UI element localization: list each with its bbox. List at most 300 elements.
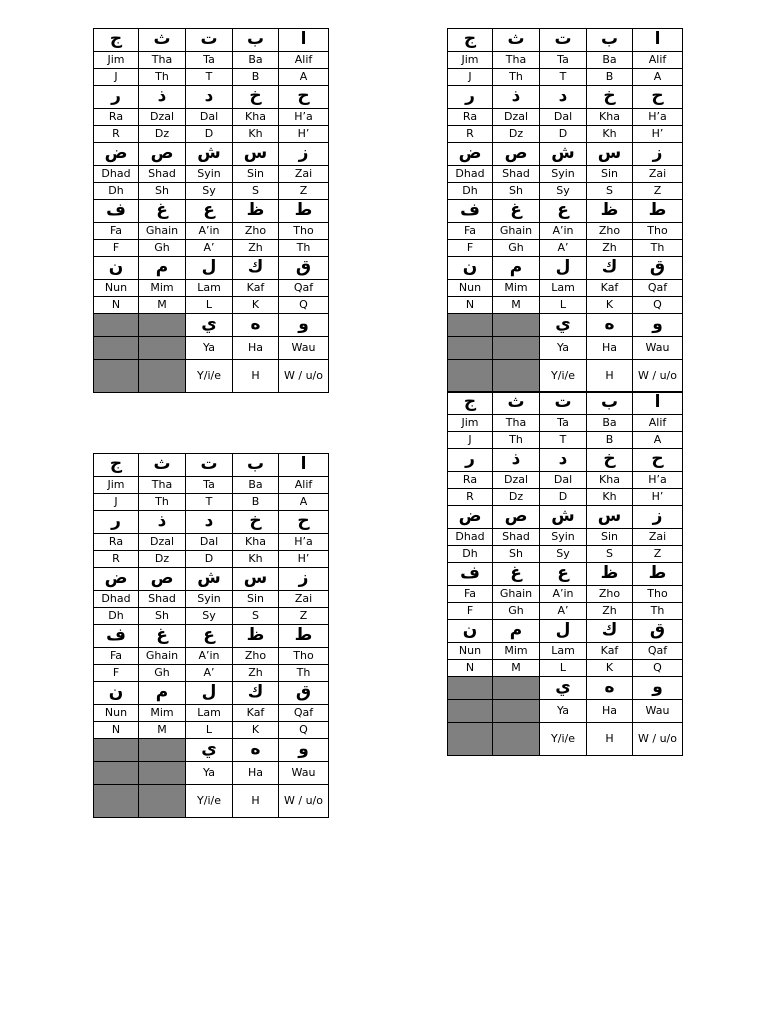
transliteration-cell: R: [448, 489, 493, 506]
arabic-letter-cell: ي: [540, 314, 587, 337]
chart-row-nm: [94, 762, 329, 785]
arabic-letter-cell: س: [587, 506, 633, 529]
transliteration-cell: Z: [279, 183, 329, 200]
letter-name-cell: Alif: [633, 415, 683, 432]
arabic-letter-cell: ل: [186, 682, 233, 705]
transliteration-cell: L: [186, 297, 233, 314]
transliteration-cell: R: [94, 551, 139, 568]
letter-name-cell: Kaf: [587, 643, 633, 660]
letter-name-cell: Ghain: [493, 223, 540, 240]
blank-cell: [94, 314, 139, 337]
transliteration-cell: Th: [139, 69, 186, 86]
transliteration-cell: R: [94, 126, 139, 143]
chart-row-nm: [94, 223, 329, 240]
arabic-letter-cell: ق: [633, 620, 683, 643]
letter-name-cell: Tho: [633, 586, 683, 603]
chart-row-tr: [94, 785, 329, 818]
transliteration-cell: Gh: [139, 240, 186, 257]
chart-row-tr: [94, 183, 329, 200]
transliteration-cell: S: [233, 608, 279, 625]
blank-cell: [493, 723, 540, 756]
alphabet-chart-bottom-right: [447, 391, 683, 756]
arabic-letter-cell: ظ: [587, 563, 633, 586]
chart-row-nm: [94, 477, 329, 494]
transliteration-cell: M: [493, 660, 540, 677]
transliteration-cell: W / u/o: [279, 785, 329, 818]
arabic-letter-cell: ن: [448, 257, 493, 280]
letter-name-cell: Tho: [279, 223, 329, 240]
transliteration-cell: A’: [540, 240, 587, 257]
letter-name-cell: Fa: [94, 223, 139, 240]
arabic-letter-cell: ه: [233, 314, 279, 337]
arabic-letter-cell: خ: [587, 449, 633, 472]
transliteration-cell: Zh: [587, 603, 633, 620]
chart-row-ar: [94, 143, 329, 166]
transliteration-cell: H: [587, 360, 633, 393]
arabic-letter-cell: ت: [540, 29, 587, 52]
chart-row-tr: [448, 297, 683, 314]
blank-cell: [448, 723, 493, 756]
arabic-letter-cell: ب: [587, 392, 633, 415]
chart-row-tr: [448, 489, 683, 506]
chart-row-ar: [448, 200, 683, 223]
transliteration-cell: Z: [279, 608, 329, 625]
letter-name-cell: Ta: [186, 52, 233, 69]
letter-name-cell: Dzal: [139, 109, 186, 126]
transliteration-cell: Dh: [448, 183, 493, 200]
transliteration-cell: Q: [279, 722, 329, 739]
blank-cell: [493, 337, 540, 360]
chart-row-nm: [94, 705, 329, 722]
blank-cell: [448, 337, 493, 360]
blank-cell: [139, 314, 186, 337]
letter-name-cell: A’in: [186, 223, 233, 240]
arabic-letter-cell: ا: [279, 29, 329, 52]
transliteration-cell: D: [186, 551, 233, 568]
letter-name-cell: Kaf: [587, 280, 633, 297]
transliteration-cell: S: [233, 183, 279, 200]
arabic-letter-cell: ز: [633, 143, 683, 166]
arabic-letter-cell: ل: [186, 257, 233, 280]
letter-name-cell: Ghain: [139, 648, 186, 665]
transliteration-cell: Th: [279, 665, 329, 682]
transliteration-cell: Kh: [233, 126, 279, 143]
transliteration-cell: L: [540, 660, 587, 677]
letter-name-cell: Dal: [186, 109, 233, 126]
arabic-letter-cell: ع: [186, 200, 233, 223]
letter-name-cell: Ghain: [493, 586, 540, 603]
chart-row-nm: [94, 534, 329, 551]
transliteration-cell: K: [587, 297, 633, 314]
letter-name-cell: Dhad: [448, 529, 493, 546]
arabic-letter-cell: ي: [540, 677, 587, 700]
transliteration-cell: S: [587, 183, 633, 200]
arabic-letter-cell: ذ: [139, 511, 186, 534]
transliteration-cell: Th: [633, 240, 683, 257]
transliteration-cell: H: [233, 360, 279, 393]
letter-name-cell: Nun: [448, 280, 493, 297]
arabic-letter-cell: م: [493, 620, 540, 643]
letter-name-cell: Dal: [540, 472, 587, 489]
letter-name-cell: Shad: [493, 166, 540, 183]
letter-name-cell: Dhad: [94, 591, 139, 608]
letter-name-cell: Zho: [233, 648, 279, 665]
chart-row-ar: [448, 314, 683, 337]
arabic-letter-cell: ط: [633, 563, 683, 586]
arabic-letter-cell: ن: [94, 682, 139, 705]
chart-row-tr: [94, 297, 329, 314]
letter-name-cell: Qaf: [633, 643, 683, 660]
letter-name-cell: A’in: [186, 648, 233, 665]
letter-name-cell: Nun: [448, 643, 493, 660]
transliteration-cell: A: [279, 494, 329, 511]
transliteration-cell: Dh: [94, 608, 139, 625]
chart-row-nm: [448, 472, 683, 489]
letter-name-cell: Ba: [233, 477, 279, 494]
arabic-letter-cell: ل: [540, 620, 587, 643]
chart-row-nm: [448, 223, 683, 240]
transliteration-cell: J: [448, 432, 493, 449]
arabic-letter-cell: و: [633, 677, 683, 700]
blank-cell: [94, 739, 139, 762]
letter-name-cell: Kha: [587, 109, 633, 126]
chart-row-ar: [448, 257, 683, 280]
transliteration-cell: A’: [186, 665, 233, 682]
arabic-letter-cell: ي: [186, 314, 233, 337]
letter-name-cell: Fa: [448, 223, 493, 240]
blank-cell: [493, 677, 540, 700]
arabic-letter-cell: ض: [448, 143, 493, 166]
arabic-letter-cell: ح: [633, 86, 683, 109]
letter-name-cell: Zho: [587, 223, 633, 240]
blank-cell: [139, 785, 186, 818]
arabic-letter-cell: ق: [633, 257, 683, 280]
arabic-letter-cell: م: [139, 257, 186, 280]
arabic-letter-cell: ج: [94, 454, 139, 477]
arabic-letter-cell: ش: [186, 143, 233, 166]
letter-name-cell: Syin: [186, 591, 233, 608]
transliteration-cell: A: [633, 432, 683, 449]
transliteration-cell: Y/i/e: [540, 360, 587, 393]
transliteration-cell: M: [493, 297, 540, 314]
letter-name-cell: Kha: [233, 534, 279, 551]
transliteration-cell: Th: [279, 240, 329, 257]
chart-row-ar: [94, 257, 329, 280]
letter-name-cell: Tho: [279, 648, 329, 665]
chart-row-tr: [94, 240, 329, 257]
letter-name-cell: Ta: [186, 477, 233, 494]
letter-name-cell: Nun: [94, 705, 139, 722]
chart-row-nm: [94, 337, 329, 360]
arabic-letter-cell: ث: [493, 392, 540, 415]
transliteration-cell: A’: [186, 240, 233, 257]
transliteration-cell: A: [633, 69, 683, 86]
arabic-letter-cell: ض: [448, 506, 493, 529]
chart-row-tr: [94, 722, 329, 739]
transliteration-cell: M: [139, 722, 186, 739]
arabic-letter-cell: ذ: [139, 86, 186, 109]
arabic-letter-cell: ب: [233, 29, 279, 52]
letter-name-cell: Ba: [587, 415, 633, 432]
transliteration-cell: T: [186, 69, 233, 86]
arabic-letter-cell: ض: [94, 568, 139, 591]
arabic-letter-cell: ا: [633, 392, 683, 415]
letter-name-cell: Tha: [493, 52, 540, 69]
transliteration-cell: M: [139, 297, 186, 314]
chart-row-tr: [94, 126, 329, 143]
letter-name-cell: Dal: [540, 109, 587, 126]
transliteration-cell: Kh: [233, 551, 279, 568]
transliteration-cell: L: [186, 722, 233, 739]
transliteration-cell: Sy: [186, 183, 233, 200]
transliteration-cell: J: [94, 69, 139, 86]
letter-name-cell: Dal: [186, 534, 233, 551]
alphabet-chart-bottom-left: [93, 453, 329, 818]
chart-row-ar: [94, 200, 329, 223]
transliteration-cell: Sh: [493, 546, 540, 563]
transliteration-cell: H: [587, 723, 633, 756]
arabic-letter-cell: ط: [279, 200, 329, 223]
arabic-letter-cell: س: [233, 568, 279, 591]
letter-name-cell: Kaf: [233, 280, 279, 297]
arabic-letter-cell: ا: [633, 29, 683, 52]
letter-name-cell: Tha: [493, 415, 540, 432]
transliteration-cell: K: [233, 297, 279, 314]
chart-row-nm: [94, 648, 329, 665]
arabic-letter-cell: ز: [279, 143, 329, 166]
blank-cell: [448, 700, 493, 723]
chart-row-tr: [94, 360, 329, 393]
arabic-letter-cell: ط: [633, 200, 683, 223]
letter-name-cell: Zai: [633, 166, 683, 183]
blank-cell: [139, 739, 186, 762]
arabic-letter-cell: ذ: [493, 449, 540, 472]
arabic-letter-cell: ك: [587, 257, 633, 280]
arabic-letter-cell: ج: [448, 392, 493, 415]
letter-name-cell: Shad: [139, 166, 186, 183]
arabic-letter-cell: ه: [587, 677, 633, 700]
arabic-letter-cell: ف: [94, 200, 139, 223]
transliteration-cell: F: [448, 603, 493, 620]
transliteration-cell: Q: [633, 297, 683, 314]
arabic-letter-cell: ذ: [493, 86, 540, 109]
arabic-letter-cell: ظ: [233, 200, 279, 223]
letter-name-cell: H’a: [633, 472, 683, 489]
arabic-letter-cell: ت: [186, 454, 233, 477]
arabic-letter-cell: ي: [186, 739, 233, 762]
arabic-letter-cell: س: [587, 143, 633, 166]
chart-row-tr: [448, 240, 683, 257]
chart-row-ar: [448, 620, 683, 643]
arabic-letter-cell: ض: [94, 143, 139, 166]
arabic-letter-cell: غ: [493, 200, 540, 223]
arabic-letter-cell: غ: [139, 200, 186, 223]
transliteration-cell: H’: [633, 489, 683, 506]
blank-cell: [448, 360, 493, 393]
letter-name-cell: Alif: [279, 52, 329, 69]
arabic-letter-cell: م: [139, 682, 186, 705]
arabic-letter-cell: خ: [587, 86, 633, 109]
letter-name-cell: Jim: [94, 52, 139, 69]
letter-name-cell: Ta: [540, 415, 587, 432]
letter-name-cell: Sin: [233, 591, 279, 608]
letter-name-cell: Sin: [587, 529, 633, 546]
transliteration-cell: T: [186, 494, 233, 511]
chart-row-ar: [448, 392, 683, 415]
letter-name-cell: Ba: [233, 52, 279, 69]
arabic-letter-cell: ح: [279, 86, 329, 109]
chart-row-ar: [448, 563, 683, 586]
chart-row-nm: [448, 700, 683, 723]
letter-name-cell: Ba: [587, 52, 633, 69]
letter-name-cell: Zai: [633, 529, 683, 546]
transliteration-cell: H’: [279, 551, 329, 568]
chart-row-tr: [94, 551, 329, 568]
letter-name-cell: Nun: [94, 280, 139, 297]
transliteration-cell: D: [540, 489, 587, 506]
arabic-letter-cell: ن: [94, 257, 139, 280]
letter-name-cell: H’a: [633, 109, 683, 126]
arabic-letter-cell: د: [186, 86, 233, 109]
arabic-letter-cell: ح: [633, 449, 683, 472]
arabic-letter-cell: ق: [279, 682, 329, 705]
chart-row-ar: [94, 86, 329, 109]
blank-cell: [493, 700, 540, 723]
transliteration-cell: Gh: [139, 665, 186, 682]
transliteration-cell: Th: [493, 432, 540, 449]
transliteration-cell: W / u/o: [633, 723, 683, 756]
letter-name-cell: Zho: [233, 223, 279, 240]
chart-row-tr: [448, 723, 683, 756]
chart-row-tr: [448, 126, 683, 143]
letter-name-cell: Syin: [186, 166, 233, 183]
letter-name-cell: Tha: [139, 52, 186, 69]
chart-row-ar: [448, 143, 683, 166]
letter-name-cell: Ha: [587, 337, 633, 360]
transliteration-cell: F: [94, 240, 139, 257]
arabic-letter-cell: ع: [540, 563, 587, 586]
transliteration-cell: H’: [279, 126, 329, 143]
letter-name-cell: Ya: [540, 700, 587, 723]
arabic-letter-cell: غ: [493, 563, 540, 586]
arabic-letter-cell: ش: [540, 506, 587, 529]
letter-name-cell: Shad: [493, 529, 540, 546]
transliteration-cell: N: [448, 660, 493, 677]
arabic-letter-cell: خ: [233, 86, 279, 109]
letter-name-cell: Wau: [633, 337, 683, 360]
transliteration-cell: Sy: [540, 546, 587, 563]
chart-row-nm: [448, 586, 683, 603]
transliteration-cell: D: [186, 126, 233, 143]
arabic-letter-cell: ص: [493, 506, 540, 529]
chart-row-ar: [94, 568, 329, 591]
arabic-letter-cell: خ: [233, 511, 279, 534]
arabic-letter-cell: و: [633, 314, 683, 337]
blank-cell: [493, 314, 540, 337]
chart-row-ar: [94, 739, 329, 762]
arabic-letter-cell: ف: [94, 625, 139, 648]
arabic-letter-cell: ف: [448, 563, 493, 586]
letter-name-cell: Alif: [633, 52, 683, 69]
arabic-letter-cell: س: [233, 143, 279, 166]
transliteration-cell: Dz: [139, 126, 186, 143]
transliteration-cell: Dz: [493, 489, 540, 506]
transliteration-cell: Z: [633, 546, 683, 563]
letter-name-cell: Fa: [94, 648, 139, 665]
transliteration-cell: B: [233, 494, 279, 511]
blank-cell: [94, 762, 139, 785]
letter-name-cell: Jim: [448, 52, 493, 69]
letter-name-cell: H’a: [279, 109, 329, 126]
arabic-letter-cell: ه: [233, 739, 279, 762]
letter-name-cell: Zho: [587, 586, 633, 603]
arabic-letter-cell: ت: [186, 29, 233, 52]
transliteration-cell: D: [540, 126, 587, 143]
chart-row-nm: [94, 109, 329, 126]
blank-cell: [94, 360, 139, 393]
transliteration-cell: N: [94, 297, 139, 314]
letter-name-cell: Mim: [493, 280, 540, 297]
arabic-letter-cell: ش: [186, 568, 233, 591]
chart-row-nm: [94, 591, 329, 608]
letter-name-cell: Sin: [233, 166, 279, 183]
chart-row-tr: [94, 69, 329, 86]
chart-row-ar: [94, 29, 329, 52]
arabic-letter-cell: د: [186, 511, 233, 534]
letter-name-cell: Lam: [186, 280, 233, 297]
arabic-letter-cell: ج: [448, 29, 493, 52]
arabic-letter-cell: ل: [540, 257, 587, 280]
transliteration-cell: Q: [279, 297, 329, 314]
transliteration-cell: T: [540, 432, 587, 449]
letter-name-cell: Ra: [448, 472, 493, 489]
letter-name-cell: Tha: [139, 477, 186, 494]
arabic-letter-cell: ش: [540, 143, 587, 166]
arabic-letter-cell: ب: [233, 454, 279, 477]
arabic-letter-cell: ع: [540, 200, 587, 223]
transliteration-cell: A: [279, 69, 329, 86]
arabic-letter-cell: ع: [186, 625, 233, 648]
transliteration-cell: Zh: [233, 240, 279, 257]
arabic-letter-cell: ك: [587, 620, 633, 643]
transliteration-cell: B: [587, 432, 633, 449]
blank-cell: [493, 360, 540, 393]
chart-row-nm: [448, 166, 683, 183]
arabic-letter-cell: ر: [94, 511, 139, 534]
chart-row-tr: [94, 665, 329, 682]
letter-name-cell: Ra: [448, 109, 493, 126]
transliteration-cell: Kh: [587, 126, 633, 143]
chart-row-tr: [448, 183, 683, 200]
letter-name-cell: Ghain: [139, 223, 186, 240]
arabic-letter-cell: ص: [139, 143, 186, 166]
arabic-letter-cell: ك: [233, 682, 279, 705]
letter-name-cell: Ra: [94, 109, 139, 126]
alphabet-chart-top-right: [447, 28, 683, 393]
chart-row-tr: [448, 660, 683, 677]
transliteration-cell: F: [94, 665, 139, 682]
letter-name-cell: Lam: [540, 280, 587, 297]
alphabet-chart-top-left: [93, 28, 329, 393]
letter-name-cell: Ta: [540, 52, 587, 69]
transliteration-cell: Sh: [493, 183, 540, 200]
chart-row-ar: [94, 511, 329, 534]
letter-name-cell: H’a: [279, 534, 329, 551]
chart-row-ar: [94, 682, 329, 705]
letter-name-cell: Wau: [633, 700, 683, 723]
chart-row-nm: [448, 280, 683, 297]
letter-name-cell: Qaf: [279, 280, 329, 297]
